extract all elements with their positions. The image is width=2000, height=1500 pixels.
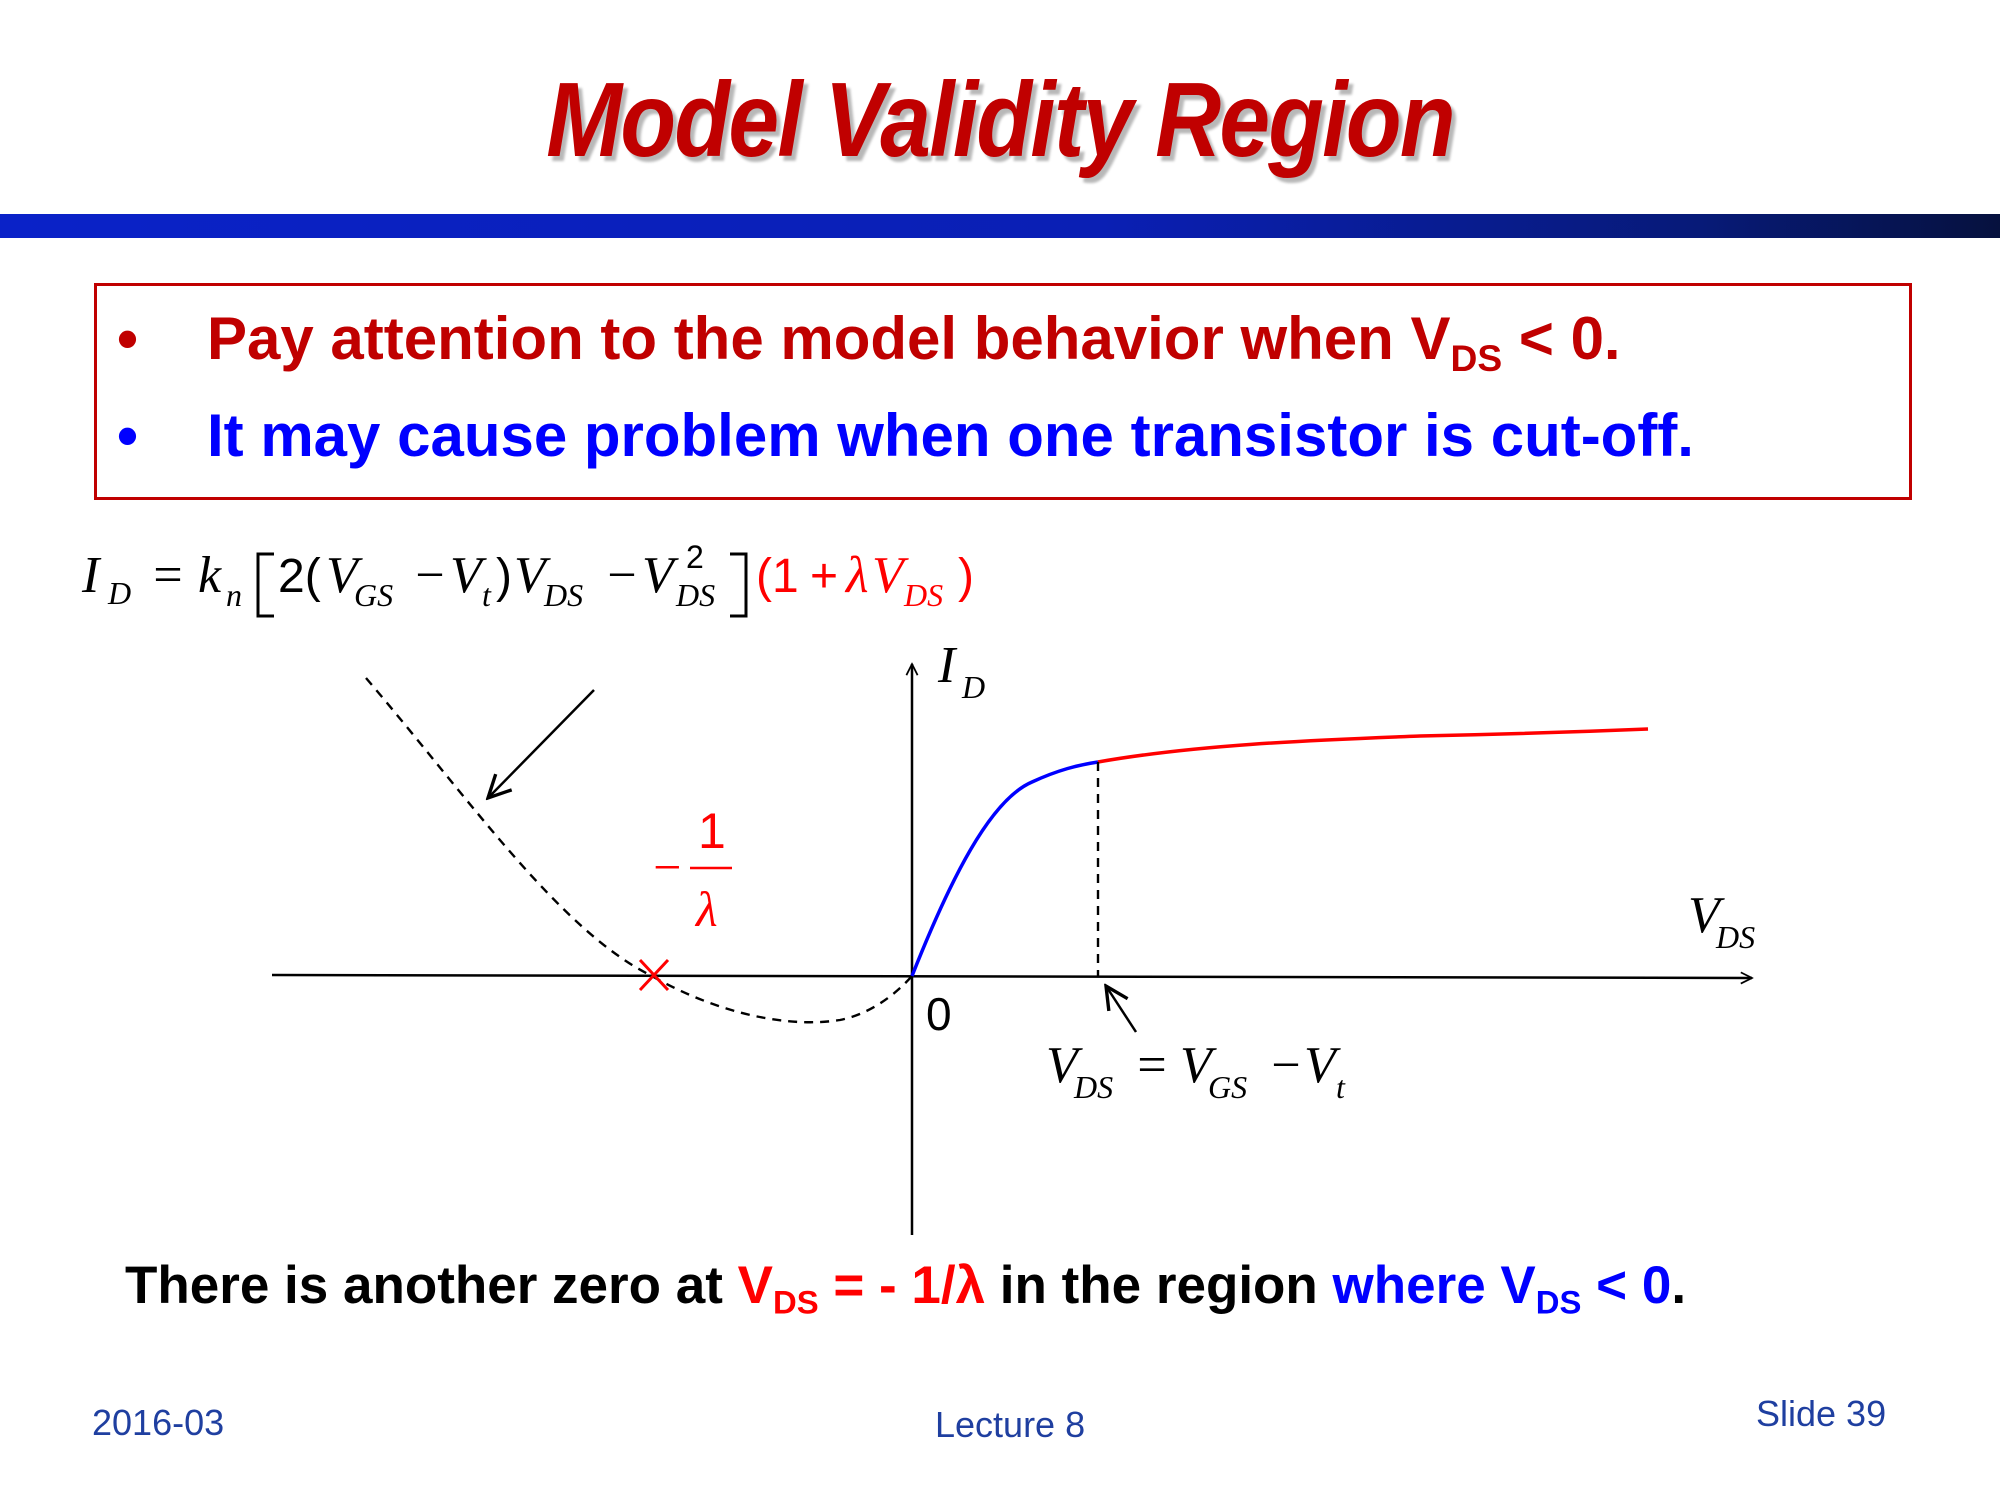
eq-V-ds: V [514, 547, 546, 604]
eq-two: 2( [278, 550, 321, 603]
eq-V-ds-sub: DS [544, 577, 584, 613]
eq-k: k [198, 547, 222, 604]
triode-region-curve [912, 762, 1098, 976]
eq-equals: = [150, 547, 186, 604]
slide-title: Model Validity Region [546, 61, 1454, 179]
sat-V2: V [1180, 1037, 1212, 1094]
pointer-arrow-invalid [488, 690, 594, 798]
note-vds-sub: DS [772, 1283, 819, 1321]
sat-V-sub: DS [1074, 1069, 1114, 1105]
note-vds-v: V [737, 1256, 773, 1315]
eq-minus-1: − [412, 547, 448, 604]
footer-slide-number: Slide 39 [1756, 1393, 1887, 1434]
eq-lambda: λ [846, 547, 869, 604]
eq-V-ds3-sub: DS [904, 577, 944, 613]
bullet-text: Pay attention to the model behavior when V [207, 305, 1451, 372]
neg-inverse-lambda-label [650, 803, 732, 937]
neg-label-minus: − [650, 839, 684, 895]
invalid-region-curve [366, 678, 912, 1022]
sat-V: V [1046, 1037, 1078, 1094]
eq-lambda-term [756, 547, 974, 613]
note-where-v: where V [1332, 1256, 1536, 1315]
note-vds-red [737, 1256, 986, 1321]
note-part-4: in the region [985, 1256, 1333, 1315]
eq-minus-2: − [604, 547, 640, 604]
eq-I: I [82, 547, 100, 604]
footer-lecture: Lecture 8 [935, 1404, 1086, 1445]
note-where-sub: DS [1535, 1283, 1582, 1321]
sat-V3: V [1304, 1037, 1336, 1094]
eq-close-paren: ) [496, 550, 512, 603]
eq-V-ds3: V [872, 547, 904, 604]
neg-label-num: 1 [698, 803, 726, 859]
note-part-1: There is another zero at [125, 1256, 738, 1315]
x-axis-label: V [1688, 887, 1720, 944]
note-lt-zero: < 0 [1581, 1256, 1672, 1315]
eq-right-bracket [730, 554, 746, 616]
bullet-dot: • [117, 305, 139, 372]
bullet-subscript: DS [1450, 336, 1503, 379]
eq-I-sub: D [108, 575, 132, 611]
x-axis-label-sub: DS [1716, 919, 1756, 955]
footer-date: 2016-03 [92, 1402, 225, 1443]
origin-label: 0 [926, 988, 952, 1040]
y-axis-label-sub: D [962, 669, 986, 705]
eq-V-gs-sub: GS [354, 577, 394, 613]
drain-current-equation [81, 539, 974, 616]
eq-plus: + [810, 550, 839, 603]
sat-V3-sub: t [1336, 1069, 1345, 1105]
eq-left-bracket [258, 554, 274, 616]
bullet-text: It may cause problem when one transistor is cut-off. [207, 402, 1694, 469]
bullet-tail: < 0. [1502, 305, 1621, 372]
pointer-arrow-saturation [1106, 986, 1136, 1032]
bullet-dot: • [117, 402, 139, 469]
bottom-note [125, 1255, 1686, 1322]
x-axis [272, 975, 1752, 978]
note-where-blue [1332, 1256, 1672, 1321]
eq-k-sub: n [226, 577, 242, 613]
eq-V-ds2-sup: 2 [686, 539, 704, 575]
sat-equals: = [1134, 1037, 1170, 1094]
saturation-condition-label [1046, 1037, 1346, 1105]
saturation-region-curve [1098, 729, 1648, 762]
eq-V-ds2: V [642, 547, 674, 604]
eq-one-open: (1 [756, 550, 799, 603]
eq-V-gs: V [326, 547, 358, 604]
sat-V2-sub: GS [1208, 1069, 1248, 1105]
note-eq-lambda: = - 1/λ [818, 1256, 986, 1315]
eq-V-t: V [450, 547, 482, 604]
sat-minus: − [1268, 1037, 1304, 1094]
eq-V-ds2-sub: DS [676, 577, 716, 613]
y-axis-label: I [938, 637, 956, 694]
eq-V-t-sub: t [482, 577, 491, 613]
note-period: . [1671, 1256, 1687, 1315]
eq-close: ) [958, 550, 974, 603]
neg-label-den: λ [696, 881, 718, 937]
